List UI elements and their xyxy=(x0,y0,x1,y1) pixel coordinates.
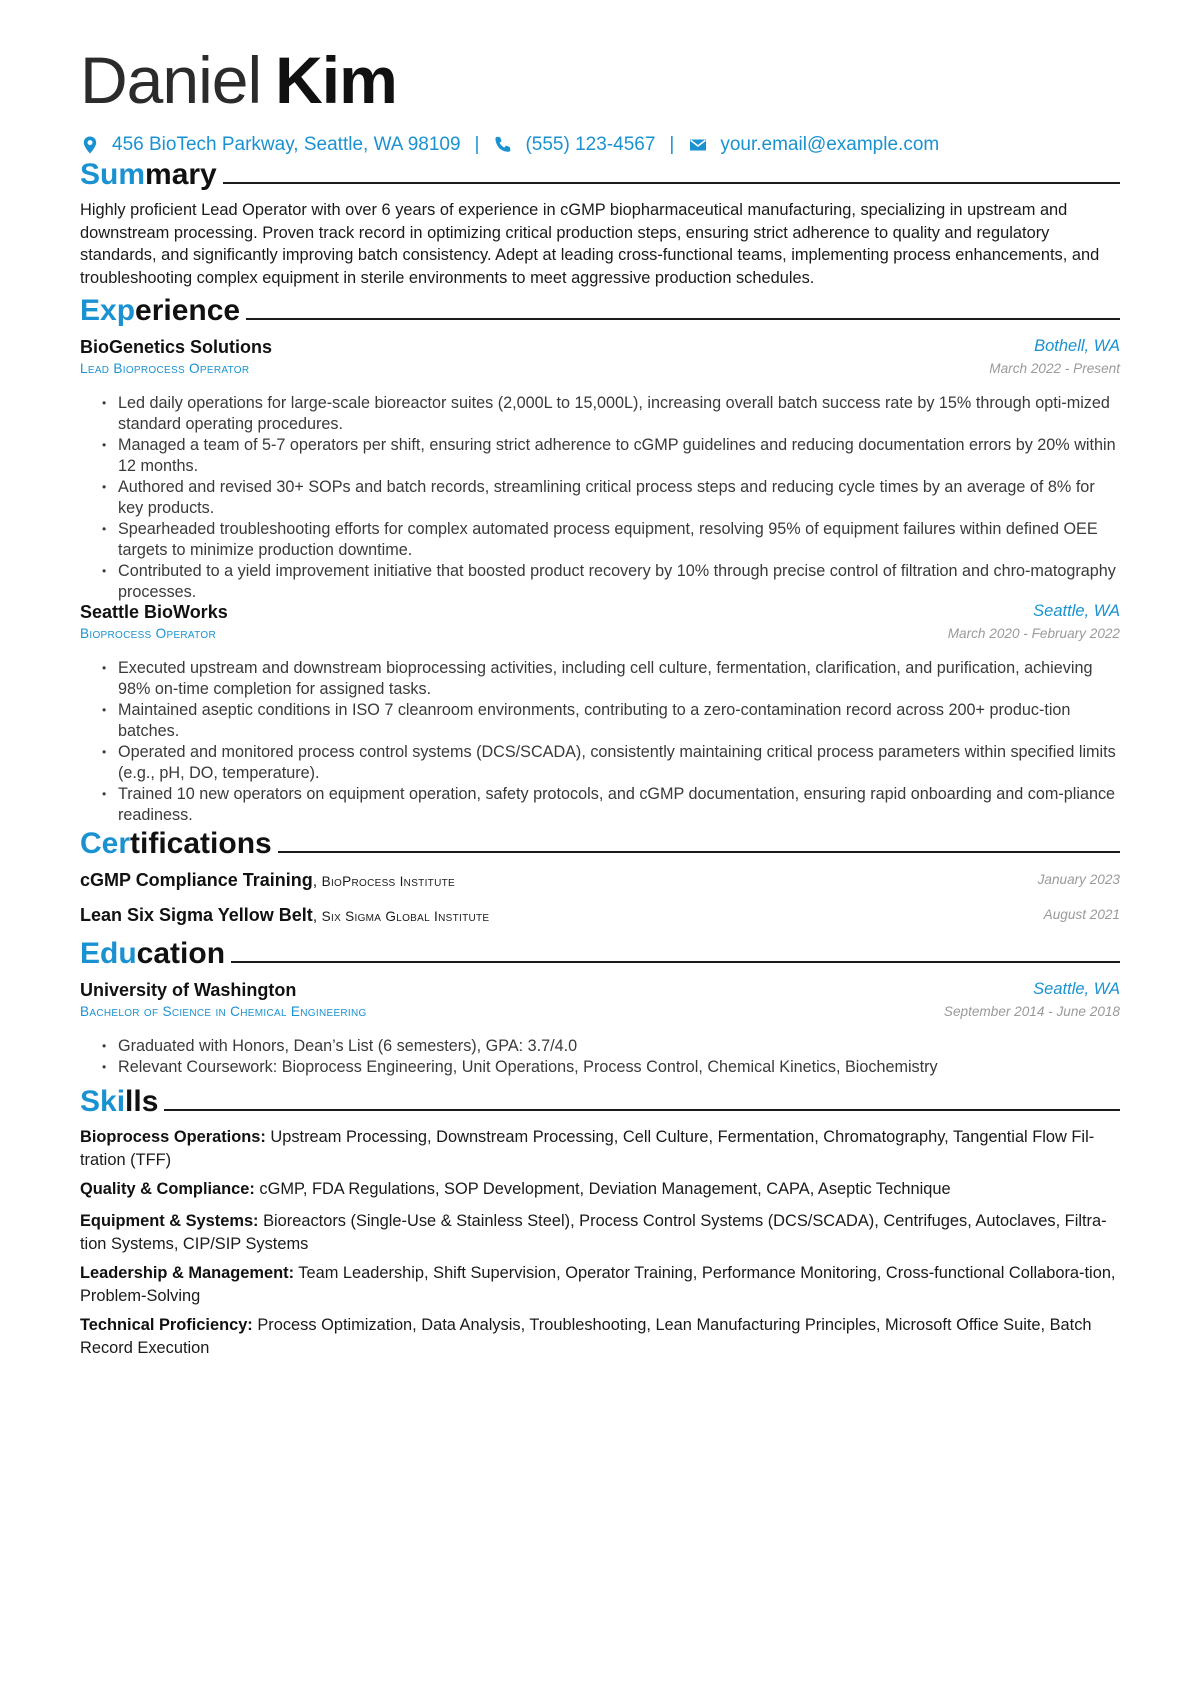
job-role: Lead Bioprocess Operator xyxy=(80,361,250,376)
bullet-item: • Relevant Coursework: Bioprocess Engineering, Unit Operations, Process Control, Chemical Kinetics, Biochemistry xyxy=(118,1057,1120,1078)
section-rule xyxy=(278,851,1120,853)
education-dates: September 2014 - June 2018 xyxy=(943,1004,1120,1019)
bullet-item: • Contributed to a yield improvement initiative that boosted product recovery by 10% through precise control of filtration and chro-matography processes. xyxy=(118,561,1120,603)
section-rule xyxy=(231,961,1120,963)
last-name: Kim xyxy=(275,43,397,117)
map-pin-icon xyxy=(80,135,100,155)
skill-values: Bioreactors (Single-Use & Stainless Steel), Process Control Systems (DCS/SCADA), Centrifuges, Autoclaves, Filtra-tion Systems, CIP/SIP Systems xyxy=(80,1212,1107,1253)
skill-label: Technical Proficiency: xyxy=(80,1316,253,1334)
phone-text: (555) 123-4567 xyxy=(525,134,656,155)
certification-institute: BioProcess Institute xyxy=(321,874,455,889)
certification-date: August 2021 xyxy=(1043,907,1120,922)
bullet-item: • Managed a team of 5-7 operators per shift, ensuring strict adherence to cGMP guidelines and reducing documentation errors by 20% within 12 months. xyxy=(118,435,1120,477)
section-rule xyxy=(246,318,1120,320)
experience-heading: Experience xyxy=(80,293,1120,329)
contact-separator: | xyxy=(669,134,675,155)
certification-name: cGMP Compliance Training xyxy=(80,870,313,890)
envelope-icon xyxy=(688,135,708,155)
bullet-item: • Led daily operations for large-scale bioreactor suites (2,000L to 15,000L), increasing overall batch success rate by 15% through opti-mized standard operating procedures. xyxy=(118,393,1120,435)
school-name: University of Washington xyxy=(80,980,297,1000)
certification-item: Lean Six Sigma Yellow Belt, Six Sigma Global Institute August 2021 xyxy=(80,905,1120,925)
bullet-item: • Executed upstream and downstream bioprocessing activities, including cell culture, fermentation, clarification, and purification, achieving 98% on-time completion for assigned tasks. xyxy=(118,658,1120,700)
bullet-item: • Trained 10 new operators on equipment operation, safety protocols, and cGMP documentation, ensuring rapid onboarding and com-pliance readiness. xyxy=(118,784,1120,826)
certification-item: cGMP Compliance Training, BioProcess Institute January 2023 xyxy=(80,870,1120,890)
summary-text: Highly proficient Lead Operator with over 6 years of experience in cGMP biopharmaceutical manufacturing, specializing in upstream and downstream processing. Proven track record in optimizing critical production steps, ensuring strict adherence to quality and regulatory standards, and significantly improving batch consistency. Adept at leading cross-functional teams, implementing process enhancements, and troubleshooting complex equipment in sterile environments to meet aggressive production schedules. xyxy=(80,201,1100,287)
skill-values: cGMP, FDA Regulations, SOP Development, Deviation Management, CAPA, Aseptic Technique xyxy=(254,1180,951,1198)
certification-name: Lean Six Sigma Yellow Belt xyxy=(80,905,313,925)
job-bullets xyxy=(80,393,1120,603)
job-location: Seattle, WA xyxy=(1033,602,1120,620)
first-name: Daniel xyxy=(80,43,262,117)
skill-row xyxy=(80,1126,1120,1171)
bullet-item: • Authored and revised 30+ SOPs and batch records, streamlining critical process steps and reducing cycle times by an average of 8% for key products. xyxy=(118,477,1120,519)
address-text: 456 BioTech Parkway, Seattle, WA 98109 xyxy=(112,134,461,155)
degree-name: Bachelor of Science in Chemical Engineering xyxy=(80,1004,367,1019)
certification-institute: Six Sigma Global Institute xyxy=(321,909,490,924)
job-location: Bothell, WA xyxy=(1034,337,1120,355)
bullet-item: • Maintained aseptic conditions in ISO 7 cleanroom environments, contributing to a zero-contamination record across 200+ produc-tion batches. xyxy=(118,700,1120,742)
skill-label: Quality & Compliance: xyxy=(80,1180,255,1198)
job-company: Seattle BioWorks xyxy=(80,602,228,622)
bullet-item: • Operated and monitored process control systems (DCS/SCADA), consistently maintaining critical process parameters within specified limits (e.g., pH, DO, temperature). xyxy=(118,742,1120,784)
skill-label: Bioprocess Operations: xyxy=(80,1128,266,1146)
section-rule xyxy=(223,182,1120,184)
skill-row xyxy=(80,1314,1120,1359)
job-role: Bioprocess Operator xyxy=(80,626,216,641)
skill-values: Process Optimization, Data Analysis, Troubleshooting, Lean Manufacturing Principles, Microsoft Office Suite, Batch Record Execution xyxy=(80,1316,1092,1357)
contact-separator: | xyxy=(474,134,480,155)
email-link[interactable]: your.email@example.com xyxy=(720,134,940,155)
education-heading: Education xyxy=(80,936,1120,972)
summary-heading: Summary xyxy=(80,157,1120,193)
skill-row xyxy=(80,1178,1120,1201)
skill-values: Team Leadership, Shift Supervision, Operator Training, Performance Monitoring, Cross-functional Collabora-tion, Problem-Solving xyxy=(80,1264,1116,1305)
school-location: Seattle, WA xyxy=(1033,980,1120,998)
contact-line xyxy=(80,134,939,156)
certification-date: January 2023 xyxy=(1037,872,1120,887)
education-bullets xyxy=(80,1036,1120,1078)
job-bullets xyxy=(80,658,1120,826)
skill-row xyxy=(80,1262,1120,1307)
skill-values: Upstream Processing, Downstream Processing, Cell Culture, Fermentation, Chromatography, Tangential Flow Fil-tration (TFF) xyxy=(80,1128,1095,1169)
job-company: BioGenetics Solutions xyxy=(80,337,273,357)
skills-heading: Skills xyxy=(80,1084,1120,1120)
job-dates: March 2022 - Present xyxy=(989,361,1120,376)
job-dates: March 2020 - February 2022 xyxy=(947,626,1120,641)
bullet-item: • Graduated with Honors, Dean’s List (6 semesters), GPA: 3.7/4.0 xyxy=(118,1036,1120,1057)
skill-row xyxy=(80,1210,1120,1255)
bullet-item: • Spearheaded troubleshooting efforts for complex automated process equipment, resolving 95% of equipment failures within defined OEE targets to minimize production downtime. xyxy=(118,519,1120,561)
skill-label: Equipment & Systems: xyxy=(80,1212,259,1230)
certifications-heading: Certifications xyxy=(80,826,1120,862)
section-rule xyxy=(164,1109,1120,1111)
skill-label: Leadership & Management: xyxy=(80,1264,295,1282)
candidate-name xyxy=(80,40,397,120)
phone-icon xyxy=(493,135,513,155)
